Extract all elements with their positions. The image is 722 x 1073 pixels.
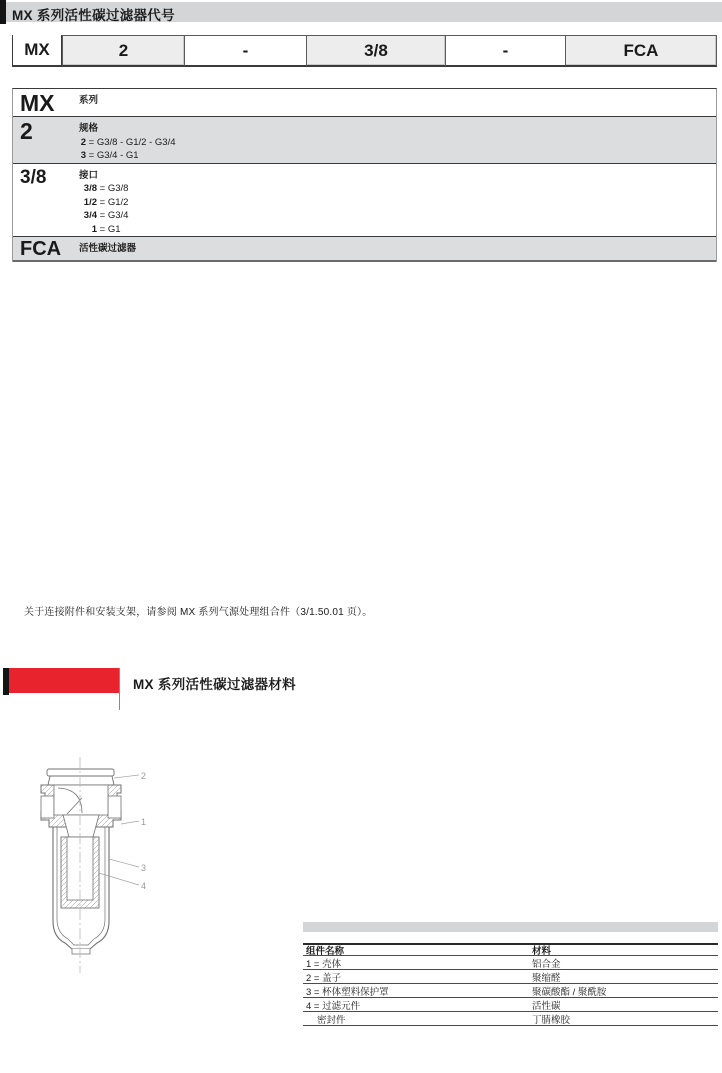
spec-option <box>79 209 128 223</box>
component-material: 丁腈橡胶 <box>532 1014 571 1026</box>
table-row <box>303 998 718 1012</box>
section2-title: MX 系列活性碳过滤器材料 <box>133 677 296 692</box>
option-key: 2 <box>80 136 86 148</box>
option-value: = G3/8 <box>99 183 129 194</box>
leader-line <box>114 775 139 778</box>
component-name: 2 = 盖子 <box>306 972 342 984</box>
leader-line <box>121 821 139 824</box>
code-cell-dash-2: - <box>446 35 565 67</box>
callout-label-2: 2 <box>141 771 147 781</box>
table-row <box>13 237 716 262</box>
column-header-material: 材料 <box>532 946 552 957</box>
component-name: 1 = 壳体 <box>306 958 342 970</box>
materials-table <box>303 943 718 1026</box>
table-row <box>303 970 718 984</box>
section2-red-banner <box>9 668 119 693</box>
option-value: = G3/8 - G1/2 - G3/4 <box>88 136 176 148</box>
table-row <box>13 164 716 238</box>
callout-label-1: 1 <box>141 817 147 827</box>
spec-desc-series <box>79 89 98 116</box>
option-value: = G1/2 <box>99 196 129 208</box>
spec-option <box>79 149 176 163</box>
spec-code-function: FCA <box>20 238 62 260</box>
component-material: 聚碳酸酯 / 聚酰胺 <box>532 986 607 998</box>
table-row <box>303 984 718 998</box>
spec-code-port: 3/8 <box>20 166 47 188</box>
table-row <box>303 956 718 970</box>
option-key: 1/2 <box>83 196 97 208</box>
table-row <box>13 117 716 164</box>
component-name: 3 = 杯体塑料保护罩 <box>306 986 389 998</box>
section1-title: MX 系列活性碳过滤器代号 <box>12 8 175 23</box>
materials-section <box>303 922 718 1026</box>
callout-label-3: 3 <box>141 863 147 873</box>
spec-option <box>79 196 128 210</box>
code-cell-size: 2 <box>62 35 185 67</box>
accessories-note: 关于连接附件和安装支架，请参阅 MX 系列气源处理组合件（3/1.50.01 页）。 <box>24 607 373 618</box>
spec-label: 接口 <box>79 169 99 181</box>
component-material: 活性碳 <box>532 1000 561 1012</box>
component-name: 4 = 过滤元件 <box>306 1000 361 1012</box>
option-key: 3/4 <box>83 210 97 221</box>
spec-option <box>79 136 176 150</box>
section2-divider-line <box>119 668 120 710</box>
option-value: = G3/4 - G1 <box>88 150 139 161</box>
code-cell-port: 3/8 <box>306 35 446 67</box>
option-key: 3/8 <box>83 183 97 194</box>
code-cell-dash-1: - <box>185 35 306 67</box>
code-explanation-table <box>12 88 717 262</box>
option-value: = G1 <box>99 223 121 235</box>
spec-desc-function <box>79 237 136 260</box>
column-header-component: 组件名称 <box>306 946 345 957</box>
spec-option <box>79 182 128 196</box>
component-material: 聚缩醛 <box>532 972 561 984</box>
spec-desc-size <box>79 117 176 163</box>
spec-label: 活性碳过滤器 <box>79 243 137 254</box>
callout-label-4: 4 <box>141 881 147 891</box>
leader-line <box>109 859 139 867</box>
filter-cross-section-drawing <box>20 753 170 981</box>
materials-header-row <box>303 945 718 956</box>
spec-desc-port <box>79 164 128 237</box>
spec-label: 规格 <box>79 123 99 134</box>
component-name: 密封件 <box>317 1014 346 1026</box>
table-row <box>13 89 716 117</box>
spec-code-size: 2 <box>20 118 33 144</box>
table-row <box>303 1012 718 1026</box>
section2-black-tab <box>3 668 9 695</box>
materials-gray-band <box>303 922 718 932</box>
option-key: 1 <box>91 223 97 235</box>
spec-option <box>79 223 128 237</box>
component-material: 铝合金 <box>532 958 561 970</box>
section1-black-tab <box>0 0 6 24</box>
option-value: = G3/4 <box>99 210 129 221</box>
code-cell-series: MX <box>12 35 62 67</box>
ordering-code-strip <box>12 35 717 67</box>
spec-label: 系列 <box>79 95 99 106</box>
spec-code-series: MX <box>20 90 55 116</box>
code-cell-function: FCA <box>565 35 717 67</box>
cover-part <box>47 769 114 785</box>
option-key: 3 <box>80 150 86 161</box>
